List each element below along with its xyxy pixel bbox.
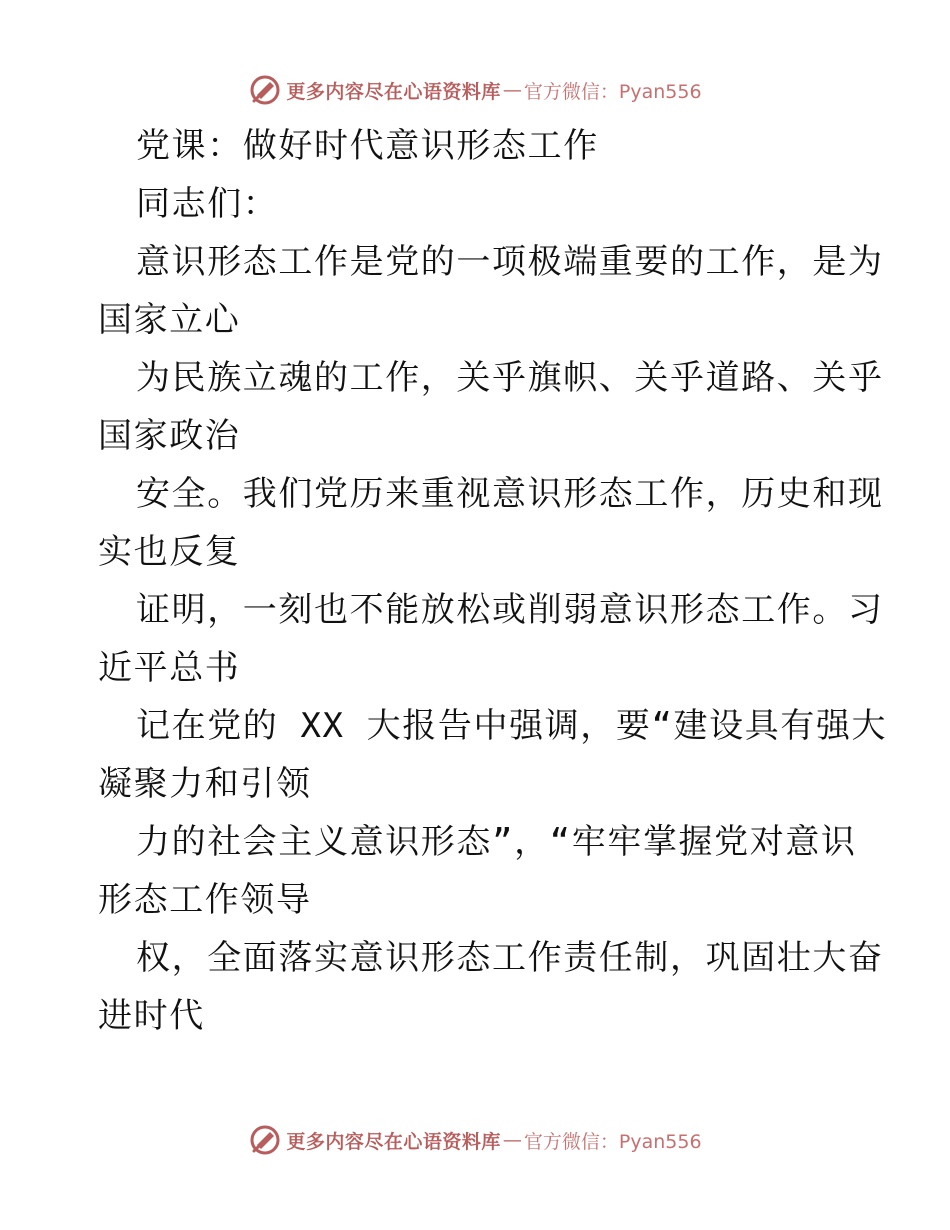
logo-icon xyxy=(248,73,282,107)
body-line: 证明，一刻也不能放松或削弱意识形态工作。习 xyxy=(136,590,884,630)
body-line: 凝聚力和引领 xyxy=(98,764,312,804)
body-line: 近平总书 xyxy=(98,648,241,688)
footer-banner-text: 更多内容尽在心语资料库 xyxy=(286,1130,501,1153)
body-line: 进时代 xyxy=(98,996,205,1036)
header-wechat: 官方微信：Pyan556 xyxy=(523,80,702,103)
body-line: 实也反复 xyxy=(98,532,241,572)
body-line: 力的社会主义意识形态”，“牢牢掌握党对意识 xyxy=(136,822,857,862)
header-banner xyxy=(0,70,950,110)
body-line: 国家立心 xyxy=(98,300,241,340)
body-line: 形态工作领导 xyxy=(98,880,312,920)
body-line: 记在党的 XX 大报告中强调，要“建设具有强大 xyxy=(136,706,888,746)
body-line: 安全。我们党历来重视意识形态工作，历史和现 xyxy=(136,474,884,514)
body-line: 国家政治 xyxy=(98,416,241,456)
footer-banner-dash: — xyxy=(502,1129,522,1151)
footer-banner xyxy=(0,1120,950,1160)
body-line: 权，全面落实意识形态工作责任制，巩固壮大奋 xyxy=(136,938,884,978)
header-banner-dash: — xyxy=(502,79,522,101)
document-title: 党课：做好时代意识形态工作 xyxy=(136,126,599,166)
body-line: 意识形态工作是党的一项极端重要的工作，是为 xyxy=(136,242,884,282)
header-banner-text: 更多内容尽在心语资料库 xyxy=(286,80,501,103)
body-line: 为民族立魂的工作，关乎旗帜、关乎道路、关乎 xyxy=(136,358,884,398)
salutation: 同志们： xyxy=(136,184,279,224)
logo-icon xyxy=(248,1123,282,1157)
footer-wechat: 官方微信：Pyan556 xyxy=(523,1130,702,1153)
